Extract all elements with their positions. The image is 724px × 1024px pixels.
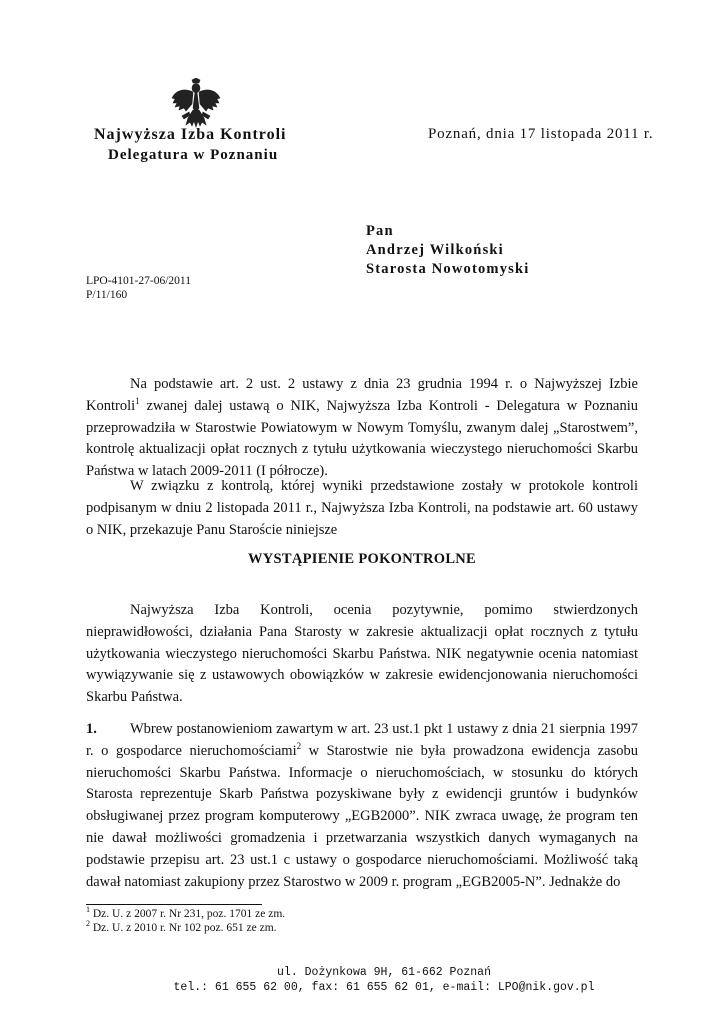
footnote-ref-2: 2 xyxy=(296,740,302,751)
footnote-1: $^1$ Dz. U. z 2007 r. Nr 231, poz. 1701 ze zm. xyxy=(86,905,286,920)
case-number: LPO-4101-27-06/2011 xyxy=(86,275,191,287)
place-and-date: Poznań, dnia 17 listopada 2011 r. xyxy=(428,126,654,142)
paragraph-legal-basis xyxy=(86,374,638,483)
control-number: P/11/160 xyxy=(86,289,128,301)
p3-text: Najwyższa Izba Kontroli, ocenia pozytywnie, pomimo stwierdzonych nieprawidłowości, działania Pana Starosty w zakresie aktualizacji opłat rocznych z tytułu użytkowania wieczystego nieruchomości Skarbu Państwa. NIK negatywnie ocenia natomiast wywiązywanie się z ustawowych obowiązków w zakresie ewidencjonowania nieruchomości Skarbu Państwa. xyxy=(86,602,638,706)
addressee-salutation: Pan xyxy=(366,223,394,239)
paragraph-finding-1 xyxy=(86,719,638,893)
finding-number: 1. xyxy=(86,721,97,737)
addressee-block xyxy=(366,222,530,279)
organization-name: Najwyższa Izba Kontroli xyxy=(94,126,287,143)
section-heading: WYSTĄPIENIE POKONTROLNE xyxy=(247,551,477,567)
footnote-ref-1: 1 xyxy=(135,395,140,406)
footer-contact: tel.: 61 655 62 00, fax: 61 655 62 01, e-mail: LPO@nik.gov.pl xyxy=(173,981,595,994)
p2-text: W związku z kontrolą, której wyniki przedstawione zostały w protokole kontroli podpisanym w dniu 2 listopada 2011 r., Najwyższa Izba Kontroli, na podstawie art. 60 ustawy o NIK, przekazuje Panu Staroście niniejsze xyxy=(86,478,638,538)
footnote-2: $^2$ Dz. U. z 2010 r. Nr 102 poz. 651 ze zm. xyxy=(86,919,277,934)
organization-branch: Delegatura w Poznaniu xyxy=(108,147,279,163)
footer-address: ul. Dożynkowa 9H, 61-662 Poznań xyxy=(277,966,491,979)
addressee-name: Andrzej Wilkoński xyxy=(366,242,504,258)
eagle-emblem-icon xyxy=(170,78,222,128)
paragraph-assessment xyxy=(86,600,638,709)
reference-numbers xyxy=(86,274,191,302)
p4-text-b: w Starostwie nie była prowadzona ewidencja zasobu nieruchomości Skarbu Państwa. Informacje o nieruchomościach, w stosunku do których Starosta reprezentuje Skarb Państwa pozyskiwane były z ewidencji gruntów i budynków obsługiwanej przez program komputerowy „EGB2000”. NIK zwraca uwagę, że program ten nie dawał możliwości gromadzenia i przetwarzania wszystkich danych wymaganych na podstawie przepisu art. 23 ust.1 c ustawy o gospodarce nieruchomościami. Możliwość taką dawał natomiast zakupiony przez Starostwo w 2009 r. program „EGB2005-N”. Jednakże do xyxy=(86,742,638,890)
p1-text-b: zwanej dalej ustawą o NIK, Najwyższa Izba Kontroli - Delegatura w Poznaniu przeprowadziła w Starostwie Powiatowym w Nowym Tomyślu, zwanym dalej „Starostwem”, kontrolę aktualizacji opłat rocznych z tytułu użytkowania wieczystego nieruchomości Skarbu Państwa w latach 2009-2011 (I półrocze). xyxy=(86,397,638,480)
footnote-divider xyxy=(86,904,262,905)
p1-text-a: Na podstawie art. 2 ust. 2 ustawy z dnia 23 grudnia 1994 r. o Najwyższej Izbie Kontroli xyxy=(86,376,638,414)
paragraph-protocol xyxy=(86,476,638,541)
footnotes xyxy=(86,907,285,935)
p4-text-a: Wbrew postanowieniom zawartym w art. 23 ust.1 pkt 1 ustawy z dnia 21 sierpnia 1997 r. o gospodarce nieruchomościami xyxy=(86,721,638,759)
addressee-title: Starosta Nowotomyski xyxy=(366,261,530,277)
